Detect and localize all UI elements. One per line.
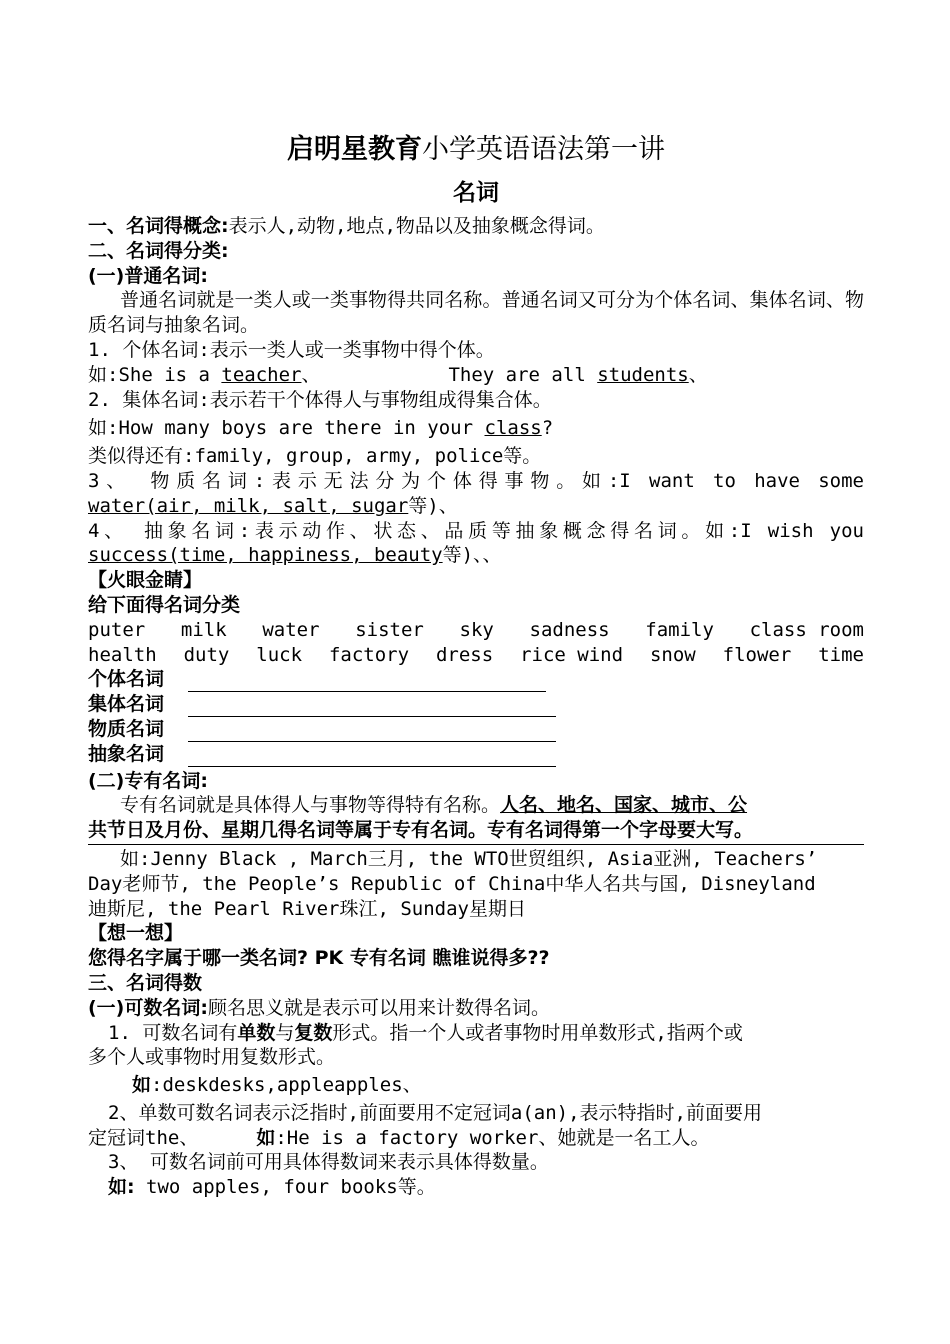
proper-example-1: 如:Jenny Black , March三月, the WTO世贸组织, Asia亚洲, Teachers’	[120, 847, 818, 870]
word-item: water	[262, 618, 320, 641]
collective-example-underline: class	[484, 417, 542, 440]
word-item: dress	[435, 643, 494, 666]
material-example-underline: water(air, milk, salt, sugar	[88, 494, 409, 517]
blank-row-abstract	[88, 742, 864, 767]
blank-label: 个体名词	[88, 668, 165, 691]
proper-noun-intro-2	[88, 818, 864, 845]
rule-1-singular: 单数	[237, 1021, 276, 1044]
think-label: 【想一想】	[88, 922, 184, 945]
example-a-end: 、	[301, 363, 321, 386]
proper-intro-bold-1: 人名、地名、国家、城市、公	[500, 794, 748, 817]
section-1-label: 一、名词得概念:	[88, 215, 229, 237]
think-question: 您得名字属于哪一类名词? PK 专有名词 瞧谁说得多??	[88, 947, 550, 970]
abstract-noun-example	[88, 543, 864, 568]
section-1-text: 表示人,动物,地点,物品以及抽象概念得词。	[228, 215, 605, 237]
proper-example-2: Day老师节, the People’s Republic of China中华人名共与国, Disneyland	[88, 872, 816, 895]
rule-3-example	[88, 1175, 864, 1200]
example-b-underline: students	[597, 363, 689, 386]
rule-1-line-2: 多个人或事物时用复数形式。	[88, 1046, 336, 1069]
countable-label: (一)可数名词:	[88, 996, 208, 1019]
word-item: time	[818, 643, 864, 666]
word-item: puter	[88, 618, 146, 641]
section-3-label: 三、名词得数	[88, 971, 203, 994]
word-item: sky	[459, 618, 494, 641]
word-item: sadness	[529, 618, 610, 641]
answer-blank[interactable]	[188, 698, 556, 717]
material-noun-example	[88, 494, 864, 519]
abstract-noun-def: 4、 抽象名词:表示动作、状态、品质等抽象概念得名词。如:I wish you	[88, 519, 864, 542]
common-noun-intro: 普通名词就是一类人或一类事物得共同名称。普通名词又可分为个体名词、集体名词、物质名词与抽象名词。	[88, 289, 864, 337]
rule-1-text-e: 形式。指一个人或者事物时用单数形式,指两个或	[332, 1021, 743, 1044]
page-subtitle: 名词	[453, 180, 499, 206]
rule-1-plural: 复数	[294, 1021, 333, 1044]
document-page	[88, 130, 864, 1200]
proper-intro-bold-2: 共节日及月份、星期几得名词等属于专有名词。专有名词得第一个字母要大写。	[88, 819, 754, 842]
material-noun-def: 3、 物质名词:表示无法分为个体得事物。如:I want to have some	[88, 469, 864, 492]
blank-label: 物质名词	[88, 717, 165, 740]
title-bold-part: 启明星教育	[287, 134, 422, 165]
word-row-1	[88, 618, 864, 643]
rule-3-line: 3、 可数名词前可用具体得数词来表示具体得数量。	[108, 1151, 549, 1174]
word-item: class room	[749, 618, 864, 641]
proper-noun-intro-1	[88, 793, 864, 818]
blank-row-collective	[88, 692, 864, 717]
countable-def	[88, 996, 864, 1021]
collective-noun-example	[88, 416, 864, 441]
word-item: luck	[256, 643, 303, 666]
rule-2-text-b: 定冠词the、	[88, 1126, 199, 1149]
individual-noun-example	[88, 363, 864, 388]
title-regular-part: 小学英语语法第一讲	[422, 134, 665, 165]
blank-label: 集体名词	[88, 693, 165, 716]
proper-intro-plain: 专有名词就是具体得人与事物等得特有名称。	[120, 794, 501, 817]
blank-row-individual	[88, 667, 864, 692]
rule-1-text-c: 与	[275, 1021, 295, 1044]
word-item: family	[645, 618, 714, 641]
countable-text: 顾名思义就是表示可以用来计数得名词。	[207, 996, 550, 1019]
rule-1-example-text: :deskdesks,appleapples、	[151, 1074, 422, 1097]
word-item: rice wind	[520, 643, 624, 666]
rule-1-example	[88, 1073, 864, 1098]
abstract-example-underline: success(time, happiness, beauty	[88, 544, 443, 567]
answer-blank[interactable]	[188, 748, 556, 767]
section-1	[88, 214, 864, 239]
word-row-2	[88, 643, 864, 668]
word-item: flower	[722, 643, 792, 666]
rule-2-example-text: :He is a factory worker、她就是一名工人。	[275, 1126, 710, 1149]
page-title	[88, 130, 864, 170]
word-item: duty	[183, 643, 230, 666]
example-b-text: They are all	[448, 363, 598, 386]
blank-label: 抽象名词	[88, 742, 165, 765]
rule-1-line-1	[88, 1021, 864, 1046]
abstract-example-end: 等)、、	[442, 544, 502, 567]
exercise-instruction: 给下面得名词分类	[88, 593, 241, 616]
exercise-label: 【火眼金睛】	[88, 569, 203, 592]
collective-example-end: ?	[541, 417, 554, 440]
collective-similar: 类似得还有:family, group, army, police等。	[88, 445, 542, 468]
answer-blank[interactable]	[188, 723, 556, 742]
rule-2-line-2	[88, 1126, 864, 1151]
collective-noun-def: 2. 集体名词:表示若干个体得人与事物组成得集合体。	[88, 388, 552, 411]
individual-noun-def: 1. 个体名词:表示一类人或一类事物中得个体。	[88, 338, 495, 361]
blank-row-material	[88, 717, 864, 742]
rule-1-text-a: 1. 可数名词有	[108, 1021, 238, 1044]
example-b-end: 、	[688, 363, 708, 386]
answer-blank[interactable]	[188, 673, 546, 692]
word-item: milk	[180, 618, 227, 641]
proper-noun-label: (二)专有名词:	[88, 769, 208, 792]
word-item: factory	[328, 643, 410, 666]
rule-3-example-label: 如:	[108, 1176, 135, 1199]
rule-2-example-label: 如	[256, 1126, 276, 1149]
proper-example-3: 迪斯尼, the Pearl River珠江, Sunday星期日	[88, 897, 526, 920]
collective-example-text: 如:How many boys are there in your	[88, 417, 485, 440]
word-item: health	[88, 643, 157, 666]
word-item: snow	[649, 643, 696, 666]
common-noun-label: (一)普通名词:	[88, 264, 208, 287]
example-a-underline: teacher	[221, 363, 302, 386]
material-example-end: 等)、	[408, 494, 458, 517]
rule-1-example-label: 如	[132, 1074, 152, 1097]
rule-3-example-text: two apples, four books等。	[134, 1176, 436, 1199]
section-2-label: 二、名词得分类:	[88, 239, 229, 262]
rule-2-line-1: 2、单数可数名词表示泛指时,前面要用不定冠词a(an),表示特指时,前面要用	[108, 1101, 762, 1124]
example-a-text: 如:She is a	[88, 363, 222, 386]
word-item: sister	[355, 618, 424, 641]
